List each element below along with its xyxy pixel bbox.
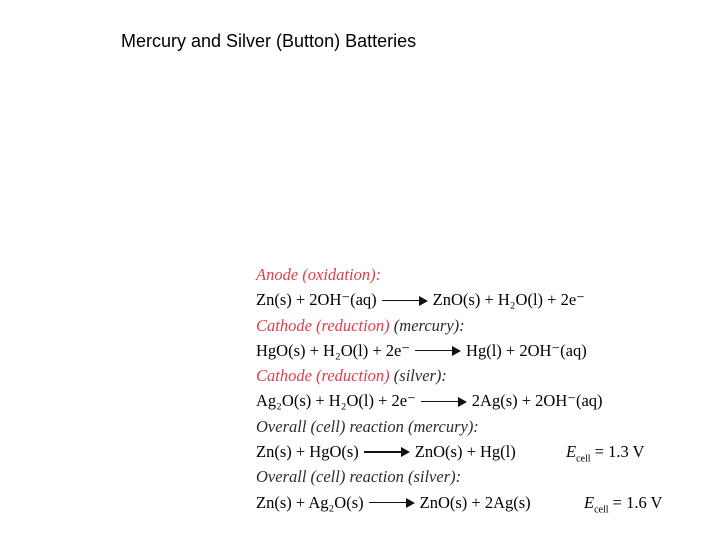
ecell-value: = 1.6 V bbox=[612, 492, 663, 512]
reaction-arrow-icon bbox=[415, 346, 461, 356]
overall-silver-equation bbox=[256, 490, 696, 515]
overall-mercury-products: ZnO(s) + Hg(l) bbox=[414, 442, 516, 462]
cathode-mercury-equation bbox=[256, 338, 696, 363]
overall-silver-reactants: Zn(s) + Ag₂O(s) bbox=[256, 492, 364, 512]
ecell-symbol: E bbox=[584, 492, 595, 512]
cathode-silver-equation bbox=[256, 388, 696, 413]
battery-reactions-figure bbox=[256, 262, 696, 515]
overall-silver-ecell bbox=[584, 490, 662, 515]
reaction-arrow-icon bbox=[382, 296, 428, 306]
anode-heading: Anode (oxidation): bbox=[256, 265, 382, 284]
cathode-mercury-suffix: (mercury): bbox=[389, 315, 465, 335]
anode-reactants: Zn(s) + 2OH⁻(aq) bbox=[256, 290, 377, 310]
overall-silver-products: ZnO(s) + 2Ag(s) bbox=[419, 492, 531, 512]
overall-mercury-heading: Overall (cell) reaction (mercury): bbox=[256, 416, 479, 436]
slide-title: Mercury and Silver (Button) Batteries bbox=[121, 31, 417, 51]
ecell-value: = 1.3 V bbox=[594, 442, 645, 462]
overall-mercury-ecell bbox=[566, 439, 644, 464]
ecell-subscript: cell bbox=[576, 453, 591, 465]
reaction-arrow-icon bbox=[364, 447, 410, 457]
cathode-mercury-products: Hg(l) + 2OH⁻(aq) bbox=[466, 340, 587, 360]
cathode-silver-products: 2Ag(s) + 2OH⁻(aq) bbox=[471, 391, 603, 411]
overall-mercury-reactants: Zn(s) + HgO(s) bbox=[256, 442, 359, 462]
cathode-mercury-heading bbox=[256, 313, 696, 338]
ecell-symbol: E bbox=[566, 442, 577, 462]
overall-mercury-equation bbox=[256, 439, 696, 464]
cathode-silver-suffix: (silver): bbox=[389, 366, 447, 386]
anode-equation bbox=[256, 287, 696, 312]
overall-silver-heading: Overall (cell) reaction (silver): bbox=[256, 467, 462, 487]
cathode-mercury-reactants: HgO(s) + H₂O(l) + 2e⁻ bbox=[256, 340, 411, 360]
cathode-silver-label: Cathode (reduction) bbox=[256, 366, 390, 386]
ecell-subscript: cell bbox=[594, 503, 609, 515]
reaction-arrow-icon bbox=[369, 498, 415, 508]
reaction-arrow-icon bbox=[421, 397, 467, 407]
cathode-silver-reactants: Ag₂O(s) + H₂O(l) + 2e⁻ bbox=[256, 391, 416, 411]
cathode-mercury-label: Cathode (reduction) bbox=[256, 315, 390, 335]
anode-products: ZnO(s) + H₂O(l) + 2e⁻ bbox=[432, 290, 585, 310]
cathode-silver-heading bbox=[256, 363, 696, 388]
